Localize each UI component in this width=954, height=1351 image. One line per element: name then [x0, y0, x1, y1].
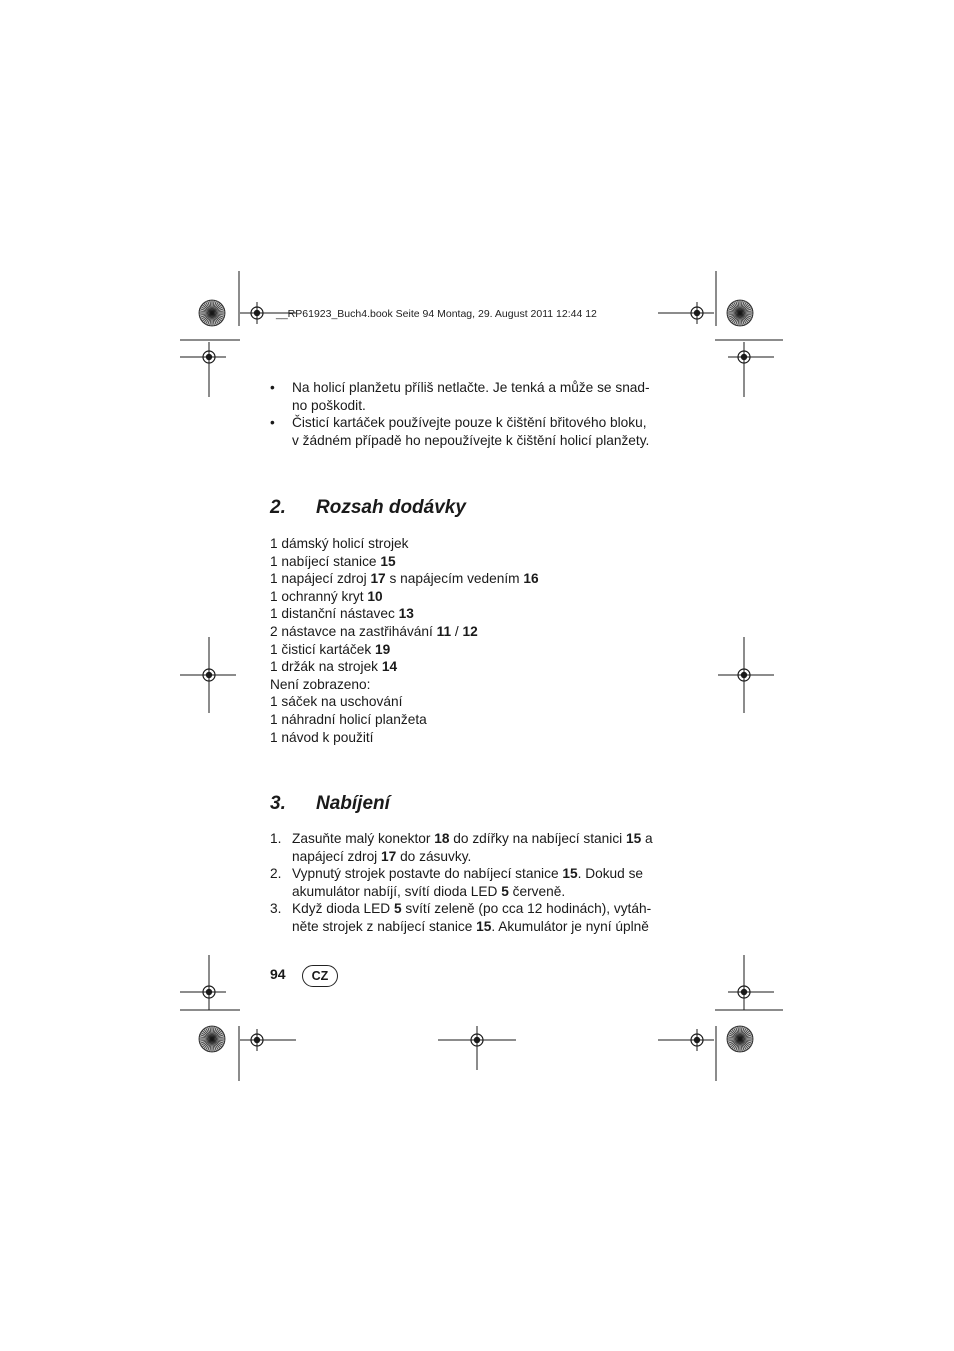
step-number: 2. [270, 866, 282, 882]
step-text: napájecí zdroj [292, 848, 382, 864]
part-number: 11 [436, 623, 452, 639]
item-text: 1 ochranný kryt [270, 588, 368, 604]
item-text: 1 dámský holicí strojek [270, 536, 409, 551]
warning-item [270, 379, 670, 414]
step-text: svítí zeleně (po cca 12 hodinách), vytáh- [401, 901, 652, 917]
item-text: Není zobrazeno: [270, 676, 371, 692]
part-number: 18 [434, 831, 450, 846]
warning-list [270, 379, 670, 449]
step-text: a [641, 831, 653, 846]
delivery-item [270, 553, 670, 571]
part-number: 17 [370, 571, 386, 587]
print-info-line: __RP61923_Buch4.book Seite 94 Montag, 29. August 2011 12:44 12 [276, 308, 597, 320]
delivery-list [270, 535, 670, 746]
step-line [292, 900, 670, 918]
step-line [292, 918, 670, 936]
part-number: 13 [398, 606, 414, 622]
step-number: 3. [270, 901, 282, 917]
part-number: 14 [381, 659, 398, 675]
part-number: 5 [501, 883, 509, 899]
item-text: 1 čisticí kartáček [270, 641, 375, 657]
bullet-icon: • [270, 380, 275, 395]
item-text: 1 nabíjecí stanice [270, 553, 381, 569]
section-title: Nabíjení [316, 793, 390, 814]
step-text: do zásuvky. [396, 848, 472, 864]
step-text: Vypnutý strojek postavte do nabíjecí stanice [292, 866, 563, 882]
page-number: 94 [270, 966, 286, 982]
delivery-item [270, 676, 670, 694]
warning-line: v žádném případě ho nepoužívejte k čištění holicí planžety. [292, 432, 650, 448]
step-line [292, 865, 670, 883]
step-item [270, 865, 670, 900]
delivery-item [270, 641, 670, 659]
step-text: . Akumulátor je nyní úplně [491, 918, 649, 934]
item-text: 1 napájecí zdroj [270, 571, 371, 587]
item-text: 1 návod k použití [270, 729, 374, 745]
bullet-icon: • [270, 415, 275, 431]
section-heading-delivery [270, 497, 466, 519]
part-number: 5 [393, 901, 402, 917]
part-number: 16 [523, 571, 539, 587]
item-text: 1 distanční nástavec [270, 606, 399, 622]
step-item [270, 900, 670, 935]
part-number: 17 [381, 848, 397, 864]
delivery-item [270, 605, 670, 623]
delivery-item [270, 588, 670, 606]
step-line [292, 830, 670, 848]
part-number: 15 [476, 918, 492, 934]
item-text: 1 náhradní holicí planžeta [270, 711, 427, 727]
item-text: 1 sáček na uschování [270, 694, 403, 710]
step-text: něte strojek z nabíjecí stanice [292, 918, 477, 934]
step-text: do zdířky na nabíjecí stanici [449, 831, 627, 846]
warning-line: Čisticí kartáček používejte pouze k čištění břitového bloku, [292, 415, 647, 431]
part-number: 15 [562, 866, 578, 882]
part-number: 12 [462, 623, 478, 639]
step-item [270, 830, 670, 865]
part-number: 10 [367, 588, 383, 604]
item-text: 2 nástavce na zastřihávání [270, 623, 437, 639]
step-text: . Dokud se [577, 866, 644, 882]
part-number: 15 [626, 831, 642, 846]
item-text: / [451, 623, 463, 639]
step-text: Když dioda LED [292, 901, 394, 917]
warning-line: Na holicí planžetu příliš netlačte. Je tenká a může se snad- [292, 380, 650, 395]
section-number: 2. [270, 497, 286, 518]
step-text: červeně. [508, 883, 566, 899]
section-title: Rozsah dodávky [316, 497, 466, 518]
item-text: s napájecím vedením [385, 571, 524, 587]
charging-steps [270, 830, 670, 936]
delivery-item [270, 535, 670, 553]
delivery-item [270, 711, 670, 729]
step-text: Zasuňte malý konektor [292, 831, 435, 846]
delivery-item [270, 623, 670, 641]
part-number: 15 [380, 553, 396, 569]
delivery-item [270, 570, 670, 588]
warning-line: no poškodit. [292, 397, 366, 413]
item-text: 1 držák na strojek [270, 659, 382, 675]
step-text: akumulátor nabíjí, svítí dioda LED [292, 883, 502, 899]
warning-item [270, 414, 670, 449]
section-number: 3. [270, 793, 286, 814]
delivery-item [270, 729, 670, 747]
step-line [292, 883, 670, 901]
language-badge: CZ [302, 965, 338, 987]
step-number: 1. [270, 831, 282, 846]
part-number: 19 [374, 641, 391, 657]
section-heading-charging [270, 793, 390, 815]
delivery-item [270, 658, 670, 676]
delivery-item [270, 693, 670, 711]
step-line [292, 848, 670, 866]
